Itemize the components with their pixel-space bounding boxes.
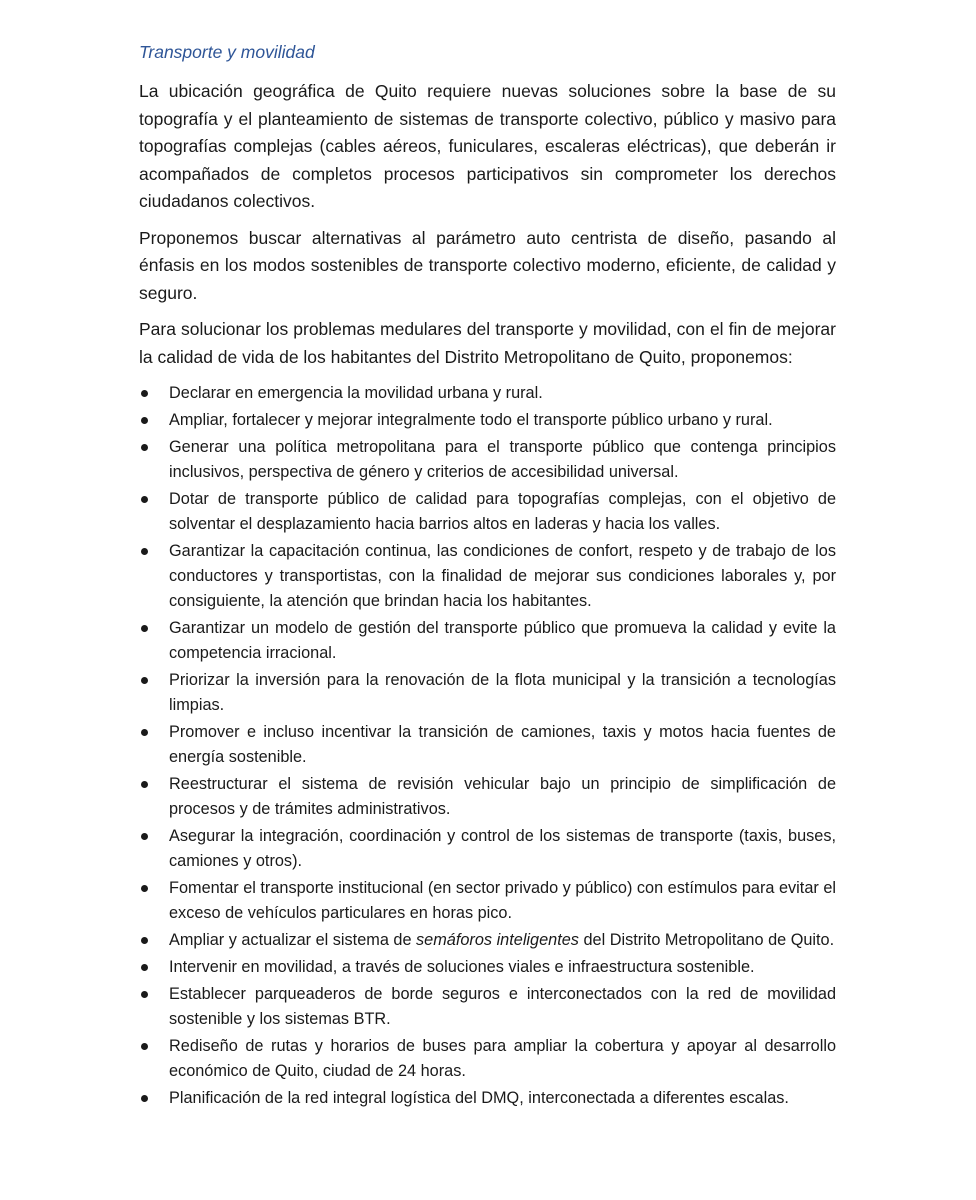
list-item-text: Ampliar, fortalecer y mejorar integralmente todo el transporte público urbano y rural. (169, 411, 773, 429)
paragraph-intro: La ubicación geográfica de Quito requiere nuevas soluciones sobre la base de su topografía y el planteamiento de sistemas de transporte colectivo, público y masivo para topografías complejas (cables aéreos, funiculares, escaleras eléctricas), que deberán ir acompañados de completos procesos participativos sin comprometer los derechos ciudadanos colectivos. (139, 81, 836, 211)
list-item (139, 876, 836, 926)
list-item (139, 928, 836, 953)
paragraph-alternatives: Proponemos buscar alternativas al parámetro auto centrista de diseño, pasando al énfasis en los modos sostenibles de transporte colectivo moderno, eficiente, de calidad y seguro. (139, 227, 836, 303)
list-item (139, 955, 836, 980)
bullet-icon (141, 677, 148, 684)
list-item (139, 1034, 836, 1084)
list-item (139, 616, 836, 666)
list-item-text: Intervenir en movilidad, a través de soluciones viales e infraestructura sostenible. (169, 958, 755, 976)
bullet-icon (141, 1095, 148, 1102)
paragraph-proposal-lead: Para solucionar los problemas medulares del transporte y movilidad, con el fin de mejorar la calidad de vida de los habitantes del Distrito Metropolitano de Quito, proponemos: (139, 319, 836, 367)
bullet-icon (141, 833, 148, 840)
bullet-icon (141, 496, 148, 503)
bullet-icon (141, 1043, 148, 1050)
list-item-text: Priorizar la inversión para la renovación de la flota municipal y la transición a tecnologías limpias. (169, 671, 836, 714)
proposal-list (139, 381, 836, 1111)
list-item (139, 668, 836, 718)
list-item (139, 982, 836, 1032)
list-item-text-before: Ampliar y actualizar el sistema de (169, 931, 417, 949)
bullet-icon (141, 937, 148, 944)
list-item-text: Asegurar la integración, coordinación y control de los sistemas de transporte (taxis, buses, camiones y otros). (169, 827, 836, 870)
list-item (139, 487, 836, 537)
list-item (139, 435, 836, 485)
bullet-icon (141, 625, 148, 632)
list-item-text: Promover e incluso incentivar la transición de camiones, taxis y motos hacia fuentes de energía sostenible. (169, 723, 836, 766)
list-item-text: Garantizar un modelo de gestión del transporte público que promueva la calidad y evite la competencia irracional. (169, 619, 836, 662)
list-item-text-italic: semáforos inteligentes (416, 931, 579, 949)
list-item (139, 539, 836, 614)
list-item-text-after: del Distrito Metropolitano de Quito. (578, 931, 835, 949)
list-item-text: Establecer parqueaderos de borde seguros e interconectados con la red de movilidad sostenible y los sistemas BTR. (169, 985, 836, 1028)
bullet-icon (141, 444, 148, 451)
bullet-icon (141, 781, 148, 788)
list-item-text: Reestructurar el sistema de revisión vehicular bajo un principio de simplificación de procesos y de trámites administrativos. (169, 775, 836, 818)
list-item (139, 824, 836, 874)
document-page (139, 38, 836, 1113)
list-item-text: Dotar de transporte público de calidad para topografías complejas, con el objetivo de solventar el desplazamiento hacia barrios altos en laderas y hacia los valles. (169, 490, 836, 533)
bullet-icon (141, 991, 148, 998)
bullet-icon (141, 729, 148, 736)
bullet-icon (141, 390, 148, 397)
section-heading: Transporte y movilidad (139, 42, 315, 62)
bullet-icon (141, 548, 148, 555)
list-item-text: Rediseño de rutas y horarios de buses para ampliar la cobertura y apoyar al desarrollo económico de Quito, ciudad de 24 horas. (169, 1037, 836, 1080)
list-item-text: Declarar en emergencia la movilidad urbana y rural. (169, 384, 543, 402)
list-item (139, 720, 836, 770)
bullet-icon (141, 885, 148, 892)
list-item-text: Garantizar la capacitación continua, las condiciones de confort, respeto y de trabajo de los conductores y transportistas, con la finalidad de mejorar sus condiciones laborales y, por consiguiente, la atención que brindan hacia los habitantes. (169, 542, 836, 610)
bullet-icon (141, 964, 148, 971)
list-item (139, 1086, 836, 1111)
list-item-text: Planificación de la red integral logística del DMQ, interconectada a diferentes escalas. (169, 1089, 789, 1107)
bullet-icon (141, 417, 148, 424)
list-item (139, 408, 836, 433)
list-item-text: Generar una política metropolitana para el transporte público que contenga principios inclusivos, perspectiva de género y criterios de accesibilidad universal. (169, 438, 836, 481)
list-item-text: Fomentar el transporte institucional (en sector privado y público) con estímulos para evitar el exceso de vehículos particulares en horas pico. (169, 879, 836, 922)
list-item (139, 772, 836, 822)
list-item (139, 381, 836, 406)
